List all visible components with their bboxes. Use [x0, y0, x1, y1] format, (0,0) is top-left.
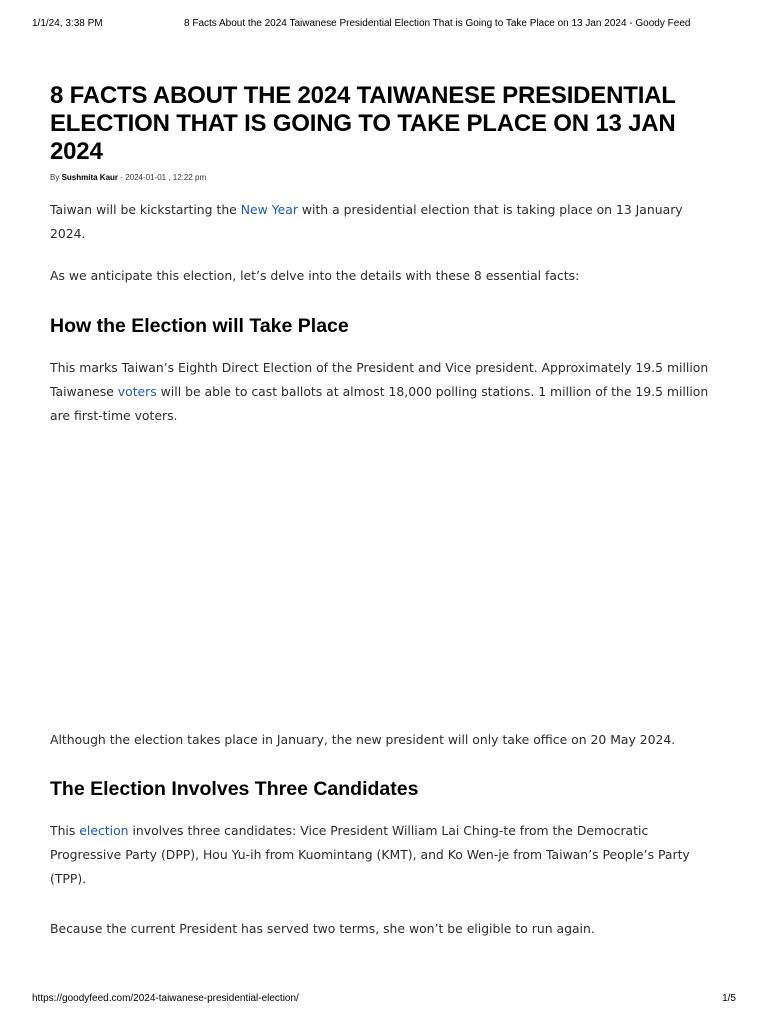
section-heading-how-election: How the Election will Take Place: [50, 315, 349, 337]
embedded-media-area: [50, 432, 722, 712]
intro-paragraph-2: As we anticipate this election, let’s delve into the details with these 8 essential facts:: [50, 268, 580, 283]
intro-paragraph: [50, 198, 722, 246]
intro-text-after: with a presidential election that is taking place on 13 January 2024.: [50, 202, 683, 241]
section2-paragraph: [50, 819, 722, 891]
byline-date: 2024-01-01 , 12:22 pm: [125, 173, 207, 182]
print-header: [0, 13, 768, 29]
section-heading-three-candidates: The Election Involves Three Candidates: [50, 778, 419, 800]
print-page-number: 1/5: [722, 993, 736, 1004]
section2-text-before: This: [50, 823, 80, 838]
new-year-link[interactable]: New Year: [240, 202, 298, 217]
byline-by: By: [50, 173, 60, 182]
section1-text-before: This marks Taiwan’s Eighth Direct Election of the President and Vice president. Approximately 19.5 million Taiwanese: [50, 360, 709, 399]
print-page-title: 8 Facts About the 2024 Taiwanese Presidential Election That is Going to Take Place on 13 Jan 2024 - Goody Feed: [184, 18, 691, 29]
intro-text-before: Taiwan will be kickstarting the: [50, 202, 241, 217]
print-footer: [0, 993, 768, 1009]
print-datetime: 1/1/24, 3:38 PM: [32, 18, 103, 29]
byline-author-link[interactable]: Sushmita Kaur: [61, 173, 119, 182]
byline-separator: -: [120, 173, 123, 182]
section1-paragraph: [50, 356, 722, 428]
article-title: 8 FACTS ABOUT THE 2024 TAIWANESE PRESIDENTIAL ELECTION THAT IS GOING TO TAKE PLACE ON 13 JAN 2024: [50, 82, 676, 165]
section2-paragraph-2: Because the current President has served two terms, she won’t be eligible to run again.: [50, 921, 595, 936]
section1-text-after: will be able to cast ballots at almost 18,000 polling stations. 1 million of the 19.5 million are first-time voters.: [50, 384, 709, 423]
section1-paragraph-2: Although the election takes place in January, the new president will only take office on 20 May 2024.: [50, 732, 676, 747]
article: [50, 82, 722, 936]
section2-text-after: involves three candidates: Vice President William Lai Ching-te from the Democratic Progressive Party (DPP), Hou Yu-ih from Kuomintang (KMT), and Ko Wen-je from Taiwan’s People’s Party (TPP).: [50, 823, 690, 886]
election-link[interactable]: election: [79, 823, 129, 838]
print-url: https://goodyfeed.com/2024-taiwanese-presidential-election/: [32, 993, 299, 1004]
voters-link[interactable]: voters: [117, 384, 157, 399]
byline: [50, 172, 722, 184]
